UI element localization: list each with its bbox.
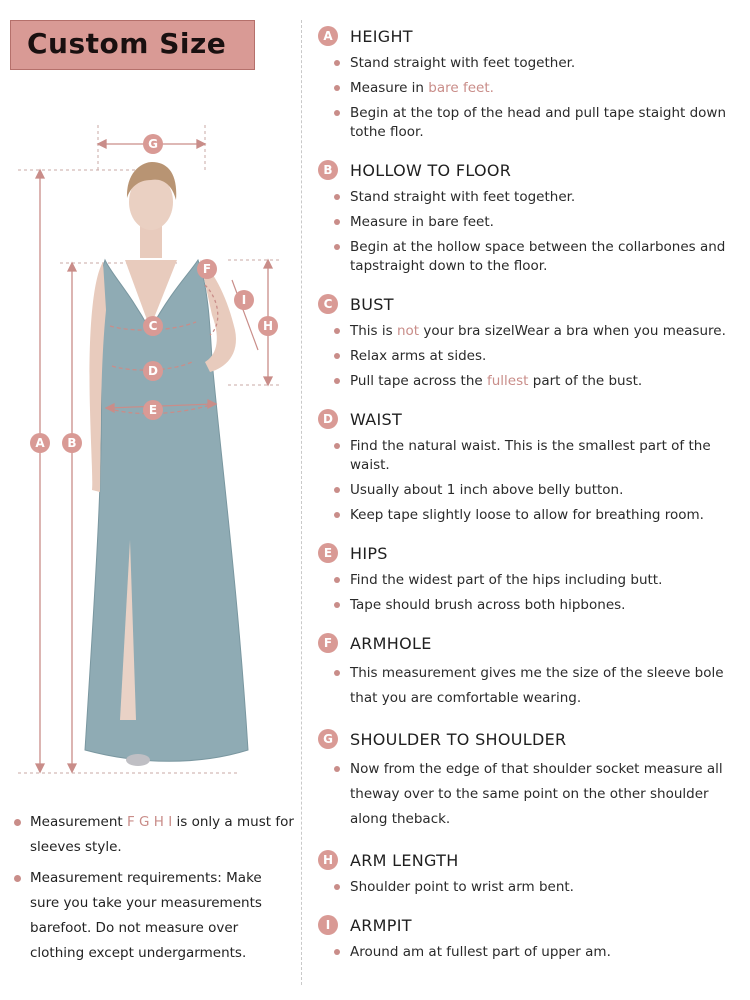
section-title: ARM LENGTH [350, 850, 459, 870]
list-item: Pull tape across the fullest part of the bust. [318, 372, 746, 391]
svg-text:H: H [262, 319, 274, 333]
list-item: Measure in bare feet. [318, 79, 746, 98]
svg-text:G: G [148, 137, 158, 151]
figure-label-g [143, 134, 163, 154]
letter-badge: E [318, 543, 338, 563]
left-notes [14, 810, 294, 972]
figure-label-a [30, 433, 50, 453]
svg-text:C: C [148, 319, 158, 333]
list-item: Around am at fullest part of upper am. [318, 943, 746, 962]
svg-text:A: A [35, 436, 45, 450]
section-hollow-to-floor [318, 158, 746, 276]
section-title: SHOULDER TO SHOULDER [350, 729, 567, 749]
svg-text:E: E [148, 403, 158, 417]
letter-badge: G [318, 729, 338, 749]
section-title: BUST [350, 294, 394, 314]
letter-badge: C [318, 294, 338, 314]
measurement-sections [318, 24, 746, 978]
page-title: Custom Size [27, 27, 227, 60]
letter-badge: A [318, 26, 338, 46]
svg-text:F: F [202, 262, 212, 276]
figure-label-d [143, 361, 163, 381]
divider [301, 20, 302, 985]
list-item: Begin at the hollow space between the collarbones and tapstraight down to the floor. [318, 238, 746, 276]
section-height [318, 24, 746, 142]
list-item: Shoulder point to wrist arm bent. [318, 878, 746, 897]
section-title: HEIGHT [350, 26, 413, 46]
section-hips [318, 541, 746, 615]
bullet-dot [14, 819, 21, 826]
note-requirements: Measurement requirements: Make sure you take your measurements barefoot. Do not measure over clothing except undergarments. [14, 866, 294, 966]
figure-label-e [143, 400, 163, 420]
list-item: Find the widest part of the hips including butt. [318, 571, 746, 590]
list-item: Stand straight with feet together. [318, 188, 746, 207]
figure-label-f [197, 259, 217, 279]
letter-badge: F [318, 633, 338, 653]
model-figure [0, 110, 300, 800]
letter-badge: I [318, 915, 338, 935]
figure-label-b [62, 433, 82, 453]
section-title: ARMHOLE [350, 633, 432, 653]
section-title: HIPS [350, 543, 388, 563]
list-item: This is not your bra sizelWear a bra when you measure. [318, 322, 746, 341]
svg-text:B: B [67, 436, 77, 450]
letter-badge: H [318, 850, 338, 870]
list-item: This measurement gives me the size of the sleeve bole that you are comfortable wearing. [318, 661, 746, 711]
section-title: ARMPIT [350, 915, 412, 935]
section-armhole [318, 631, 746, 711]
letter-badge: D [318, 409, 338, 429]
section-waist [318, 407, 746, 525]
list-item: Keep tape slightly loose to allow for breathing room. [318, 506, 746, 525]
figure-label-h [258, 316, 278, 336]
figure-label-c [143, 316, 163, 336]
figure-label-i [234, 290, 254, 310]
list-item: Stand straight with feet together. [318, 54, 746, 73]
section-bust [318, 292, 746, 391]
section-armpit [318, 913, 746, 962]
svg-text:D: D [148, 364, 158, 378]
list-item: Tape should brush across both hipbones. [318, 596, 746, 615]
section-arm-length [318, 848, 746, 897]
title-banner [10, 20, 255, 70]
list-item: Begin at the top of the head and pull tape staight down tothe floor. [318, 104, 746, 142]
list-item: Find the natural waist. This is the smallest part of the waist. [318, 437, 746, 475]
note-sleeves: Measurement F G H I is only a must for sleeves style. [14, 810, 294, 860]
letter-badge: B [318, 160, 338, 180]
list-item: Now from the edge of that shoulder socket measure all theway over to the same point on the other shoulder along theback. [318, 757, 746, 832]
figure-illustration [0, 110, 300, 800]
list-item: Usually about 1 inch above belly button. [318, 481, 746, 500]
list-item: Measure in bare feet. [318, 213, 746, 232]
section-title: HOLLOW TO FLOOR [350, 160, 512, 180]
bullet-dot [14, 875, 21, 882]
section-title: WAIST [350, 409, 403, 429]
list-item: Relax arms at sides. [318, 347, 746, 366]
svg-text:I: I [241, 293, 247, 307]
section-shoulder-to-shoulder [318, 727, 746, 832]
